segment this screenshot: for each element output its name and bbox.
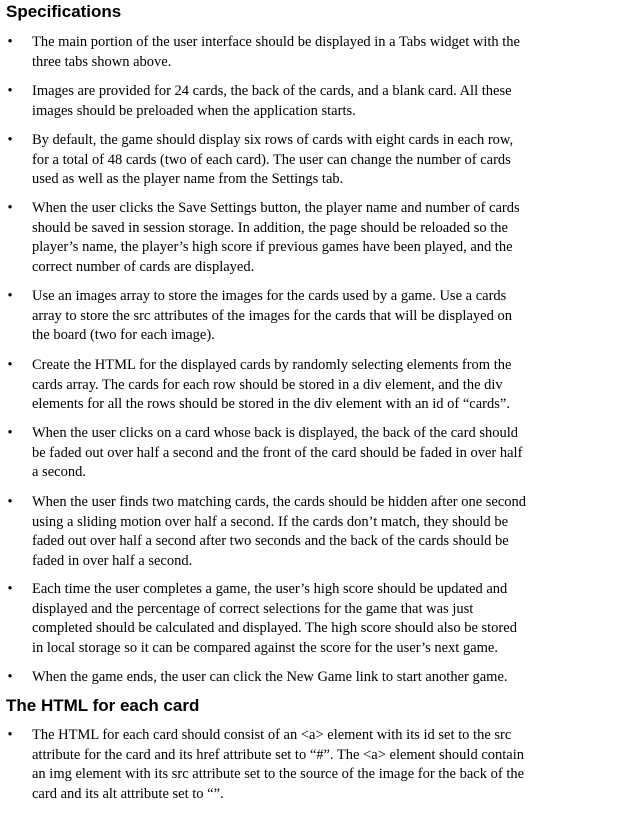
text-line: correct number of cards are displayed. (32, 258, 255, 275)
section-heading-specifications: Specifications (6, 2, 122, 21)
text-line: should be saved in session storage. In addition, the page should be reloaded so the (32, 219, 508, 236)
text-line: By default, the game should display six rows of cards with eight cards in each row, (32, 132, 514, 148)
bullet-marker: • (7, 357, 13, 373)
text-line: The HTML for each card should consist of an <a> element with its id set to the src (32, 727, 512, 743)
text-line: player’s name, the player’s high score if previous games have been played, and the (32, 239, 513, 255)
list-item-text (32, 131, 612, 190)
text-line: using a sliding motion over half a second. If the cards don’t match, they should be (32, 513, 509, 530)
list-item-text (32, 199, 612, 277)
bullet-marker: • (7, 200, 13, 216)
text-line: the board (two for each image). (32, 327, 215, 343)
text-line: When the user clicks the Save Settings button, the player name and number of cards (32, 200, 520, 216)
text-line: faded out over half a second after two seconds and the back of the cards should be (32, 533, 509, 549)
text-line: cards array. The cards for each row should be stored in a div element, and the div (32, 376, 503, 393)
list-item-text (32, 493, 612, 571)
bullet-marker: • (7, 34, 13, 50)
bullet-marker: • (7, 83, 13, 99)
bullet-marker: • (7, 727, 13, 743)
text-line: be faded out over half a second and the front of the card should be faded in over half (32, 444, 523, 461)
list-item-text (32, 668, 612, 688)
text-line: faded in over half a second. (32, 552, 193, 569)
text-line: in local storage so it can be compared against the score for the user’s next game. (32, 639, 498, 656)
text-line: Create the HTML for the displayed cards by randomly selecting elements from the (32, 357, 512, 373)
section-heading-card-html: The HTML for each card (6, 696, 200, 715)
list-item-text (32, 356, 612, 415)
list-item-text (32, 424, 612, 483)
text-line: an img element with its src attribute set to the source of the image for the back of the (32, 766, 525, 782)
text-line: When the user finds two matching cards, the cards should be hidden after one second (32, 494, 527, 510)
text-line: Each time the user completes a game, the user’s high score should be updated and (32, 581, 508, 597)
bullet-marker: • (7, 132, 13, 148)
text-line: images should be preloaded when the application starts. (32, 102, 356, 119)
text-line: completed should be calculated and displayed. The high score should also be stored (32, 620, 517, 636)
text-line: card and its alt attribute set to “”. (32, 785, 224, 802)
text-line: displayed and the percentage of correct selections for the game that was just (32, 600, 474, 617)
bullet-marker: • (7, 669, 13, 685)
text-line: three tabs shown above. (32, 53, 172, 70)
text-line: The main portion of the user interface should be displayed in a Tabs widget with the (32, 34, 520, 50)
text-line: for a total of 48 cards (two of each card). The user can change the number of cards (32, 151, 511, 168)
bullet-marker: • (7, 288, 13, 304)
text-line: attribute for the card and its href attribute set to “#”. The <a> element should contain (32, 746, 525, 763)
list-item-text (32, 580, 612, 658)
text-line: Use an images array to store the images for the cards used by a game. Use a cards (32, 288, 507, 304)
text-line: elements for all the rows should be stored in the div element with an id of “cards”. (32, 396, 510, 412)
list-item-text (32, 33, 612, 72)
text-line: When the user clicks on a card whose back is displayed, the back of the card should (32, 425, 518, 441)
text-line: used as well as the player name from the Settings tab. (32, 171, 344, 187)
text-line: a second. (32, 464, 86, 480)
text-line: When the game ends, the user can click the New Game link to start another game. (32, 669, 508, 685)
bullet-marker: • (7, 425, 13, 441)
list-item-text (32, 82, 612, 121)
text-line: array to store the src attributes of the images for the cards that will be displayed on (32, 307, 512, 324)
list-item-text (32, 726, 612, 804)
bullet-marker: • (7, 581, 13, 597)
text-line: Images are provided for 24 cards, the back of the cards, and a blank card. All these (32, 83, 512, 99)
list-item-text (32, 287, 612, 346)
bullet-marker: • (7, 494, 13, 510)
